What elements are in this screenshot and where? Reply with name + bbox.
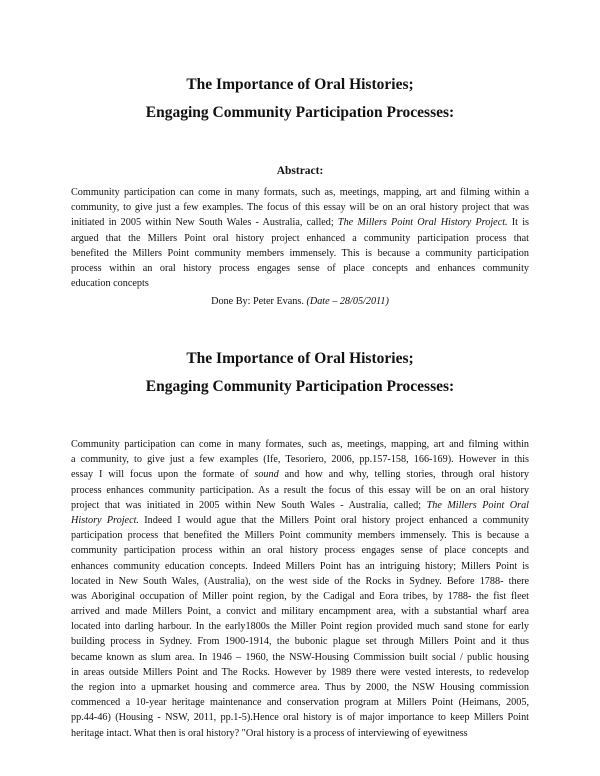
author-name: Done By: Peter Evans. [211, 296, 304, 307]
body-title-line-2: Engaging Community Participation Processes: [145, 378, 455, 395]
body-line: in areas outside Millers Point and The Rocks. However by 1989 there were vested interests, to redevelop [71, 666, 529, 678]
body-line: was Aboriginal occupation of Miller point region, by the Cadigal and Eora tribes, by 1788- the fist fleet [71, 590, 529, 602]
body-line: a community, to give just a few examples (Ife, Tesoriero, 2006, pp.157-158, 166-169). However in this [71, 454, 529, 466]
body-line: process enhances community participation. As a result the focus of this essay will be on an oral history [71, 484, 529, 496]
body-paragraph [71, 437, 529, 741]
body-line: arrived and made Millers Point, a convict and military encampment area, with a substantial wharf area [71, 606, 529, 618]
abstract-line: benefited the Millers Point community members immensely. This is because a community participation [71, 247, 529, 259]
body-line: located in New South Wales, (Australia), on the west side of the Rocks in Sydney. Before 1788- there [71, 575, 529, 587]
body-line: enhances community education concepts. Indeed Millers Point has an intriguing history; Millers Point is [71, 560, 529, 572]
body-line: History Project. Indeed I would ague that the Millers Point oral history project enhanced a community [71, 514, 529, 526]
body-line: building process in Sydney. From 1900-1914, the bubonic plague set through Millers Point and it thus [71, 636, 529, 648]
document-title-line-1: The Importance of Oral Histories; [186, 76, 414, 93]
body-line: essay I will focus upon the formate of sound and how and why, telling stories, through oral history [71, 469, 529, 481]
body-line: project that was initiated in 2005 within New South Wales - Australia, called; The Millers Point Oral [71, 499, 529, 511]
body-line: heritage intact. What then is oral history? "Oral history is a process of interviewing of eyewitness [71, 727, 468, 739]
abstract-line: initiated in 2005 within New South Wales - Australia, called; The Millers Point Oral History Project. It is [71, 217, 529, 229]
abstract-heading: Abstract: [276, 165, 324, 177]
body-line: the region into a upmarket housing and commerce area. Thus by 2000, the NSW Housing commission [71, 682, 529, 693]
body-line: Community participation can come in many formates, such as, meetings, mapping, art and filming within [71, 439, 529, 450]
author-date: (Date – 28/05/2011) [306, 296, 389, 307]
body-line: pp.44-46) (Housing - NSW, 2011, pp.1-5).Hence oral history is of major importance to keep Millers Point [71, 712, 529, 724]
body-title-line-1: The Importance of Oral Histories; [186, 350, 414, 367]
body-line: commenced a 10-year heritage maintenance and conservation program at Millers Point (Heimans, 2005, [71, 697, 529, 709]
body-line: community participation process within an oral history process engages sense of place concepts and [71, 545, 529, 557]
abstract-line: argued that the Millers Point oral history project enhanced a community participation process that [71, 232, 529, 244]
body-line: participation process that benefited the Millers Point community members immensely. This is because a [71, 530, 529, 542]
document-title-line-2: Engaging Community Participation Processes: [145, 104, 455, 121]
abstract-line: community, to give just a few examples. The focus of this essay will be on an oral history project that was [71, 202, 529, 214]
author-line [0, 295, 600, 309]
abstract-line: process within an oral history process engages sense of place concepts and enhances community [71, 262, 529, 274]
abstract-line: Community participation can come in many formats, such as, meetings, mapping, art and filming within a [71, 187, 529, 198]
body-line: became known as slum area. In 1946 – 1960, the NSW-Housing Commission built social / public housing [71, 651, 529, 663]
abstract-paragraph [71, 185, 529, 291]
abstract-line: education concepts [71, 278, 149, 290]
body-line: located into darling harbour. In the early1800s the Miller Point region provided much sand stone for early [71, 621, 529, 633]
